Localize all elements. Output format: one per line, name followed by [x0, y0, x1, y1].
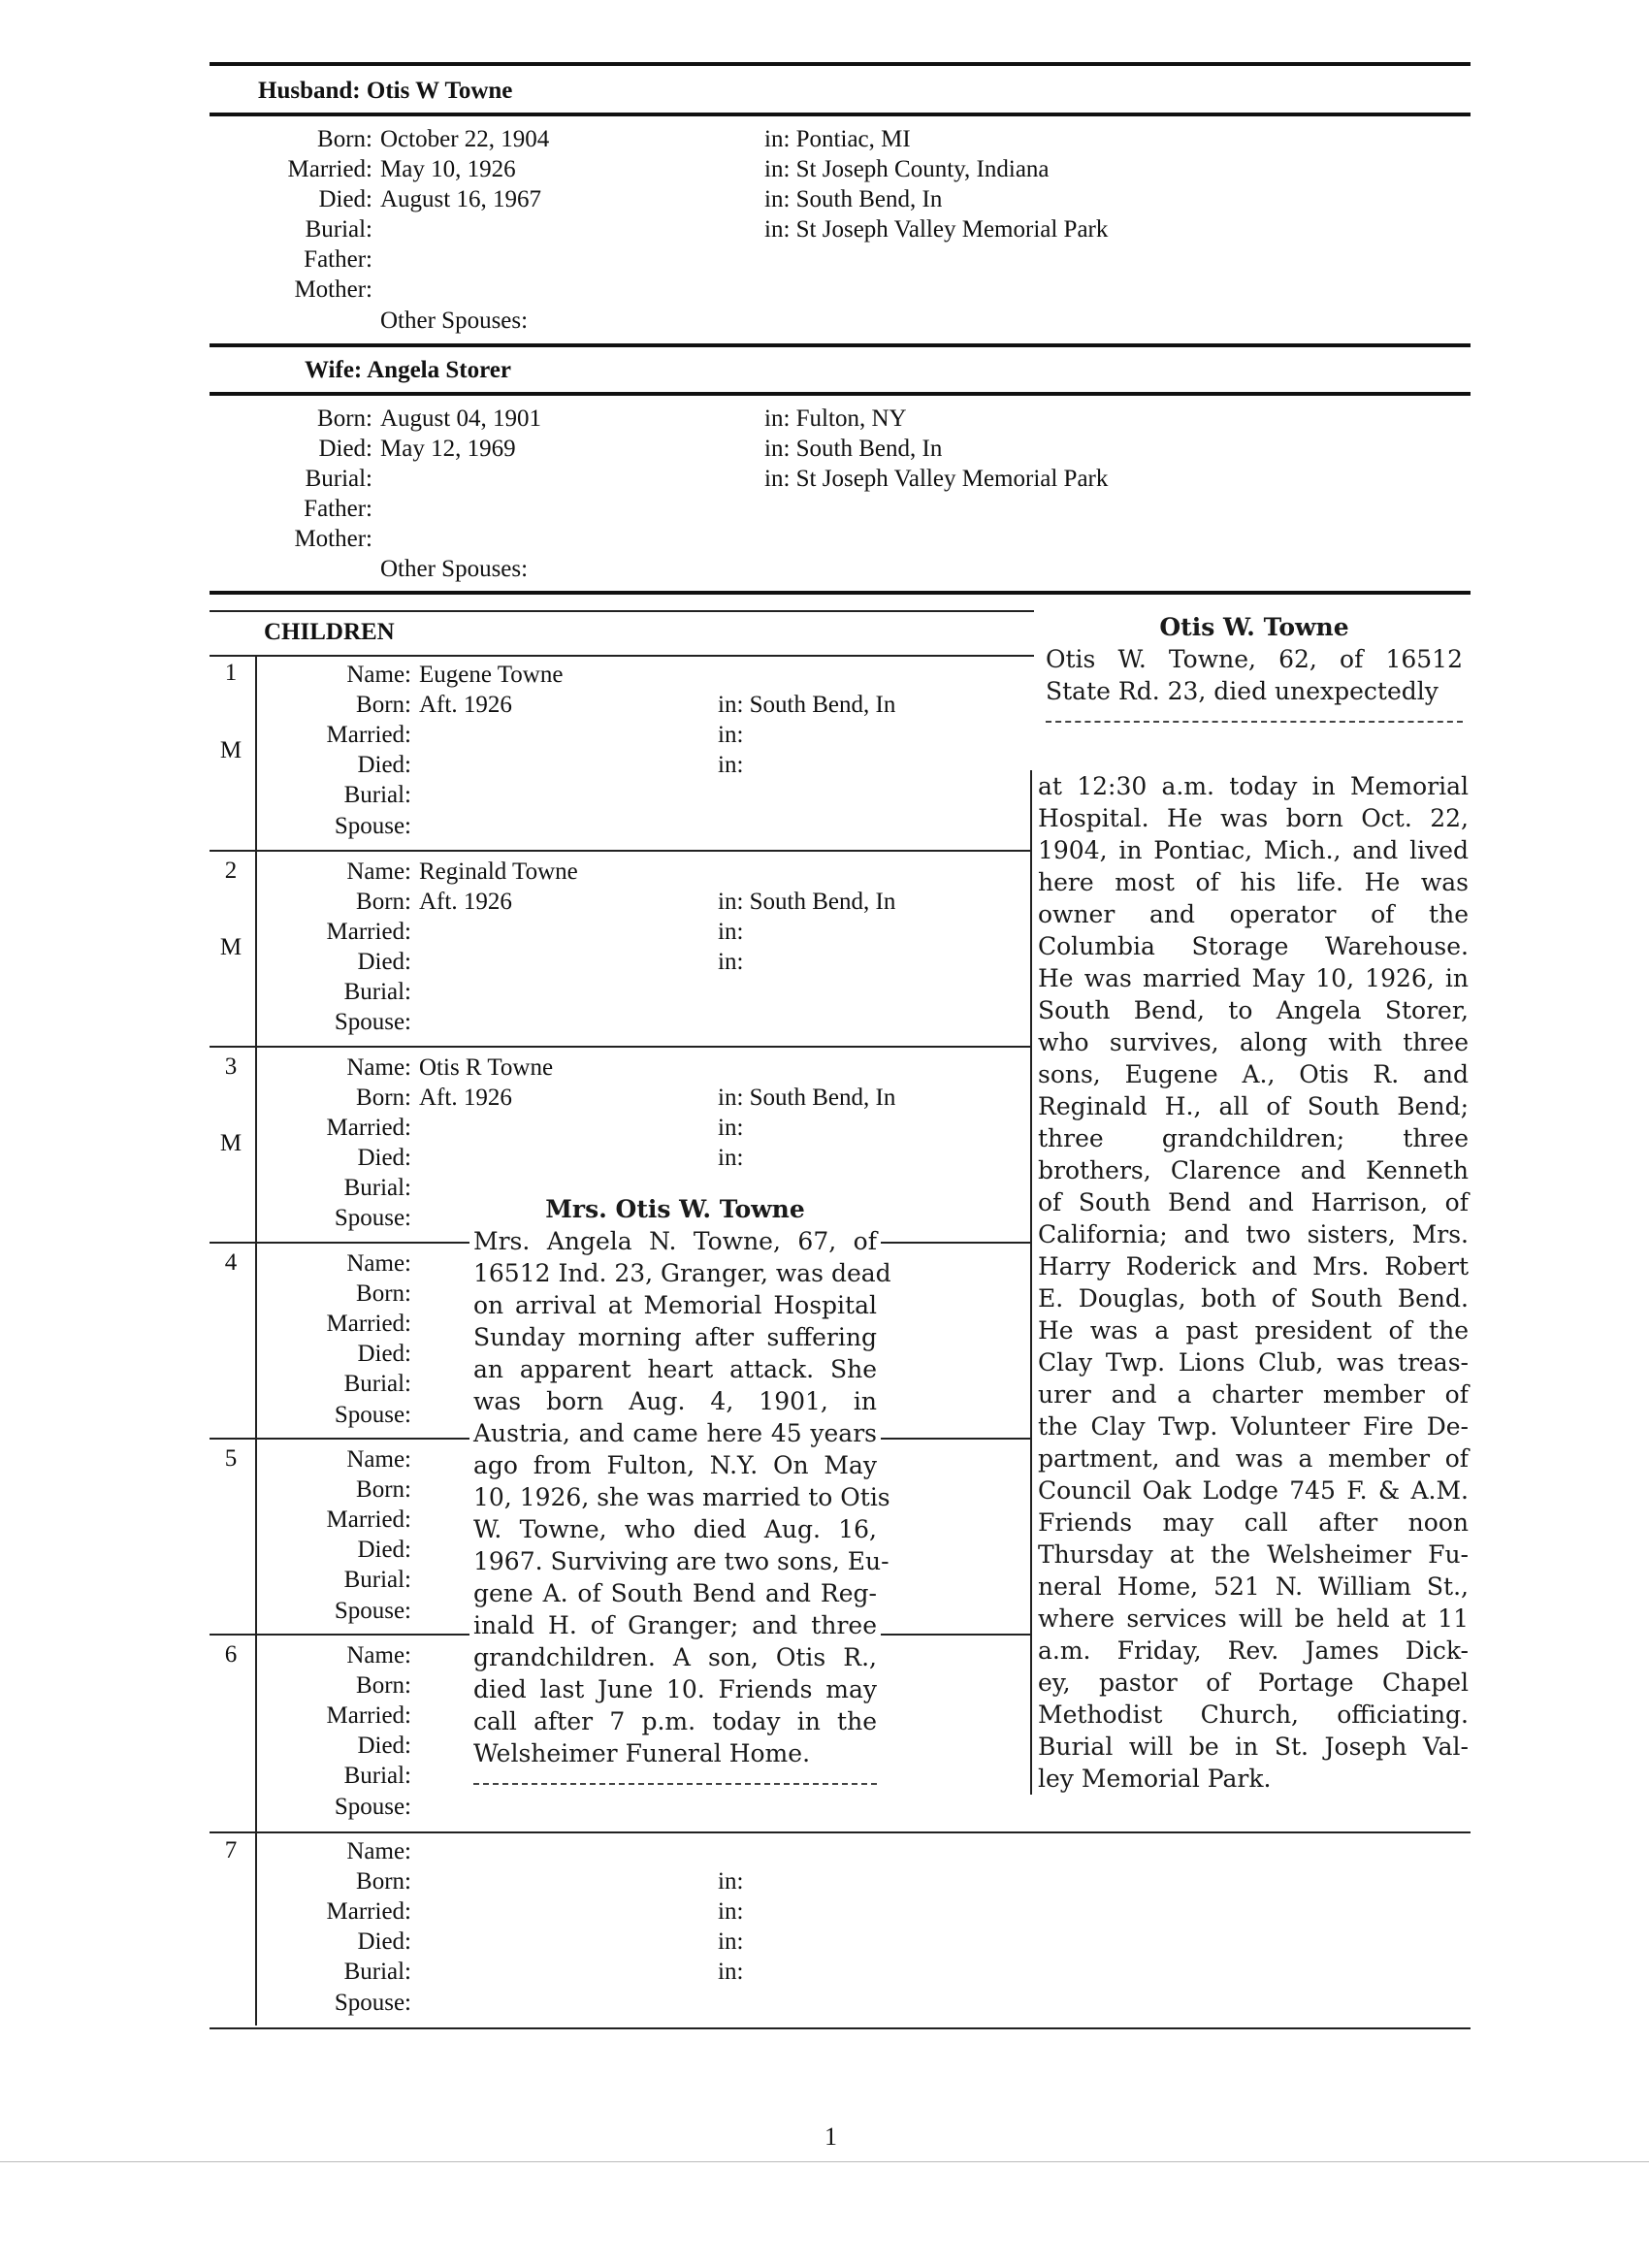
in-label: in: [764, 216, 791, 243]
clipping-line: three grandchildren; three [1038, 1124, 1469, 1152]
divider [210, 1046, 1034, 1048]
child-in: in: South Bend, In [718, 889, 896, 915]
child-label: Died: [357, 752, 411, 778]
clipping-line: Columbia Storage Warehouse. [1038, 932, 1469, 960]
fact-place: St Joseph Valley Memorial Park [795, 216, 1109, 243]
in-label: in: [764, 405, 791, 432]
child-label: Died: [357, 1733, 411, 1759]
child-label: Burial: [343, 979, 411, 1005]
fact-label: Born: [317, 405, 372, 432]
divider [210, 591, 1471, 595]
clipping-line: Reginald H., all of South Bend; [1038, 1092, 1469, 1120]
clipping-line: owner and operator of the [1038, 900, 1469, 928]
clipping-line: an apparent heart attack. She [473, 1355, 877, 1383]
child-label: Born: [356, 889, 411, 915]
clipping-line: a.m. Friday, Rev. James Dick- [1038, 1636, 1469, 1665]
child-in: in: [718, 1145, 744, 1171]
clipping-line: W. Towne, who died Aug. 16, [473, 1515, 877, 1543]
husband-header [258, 78, 512, 105]
fact-label: Died: [318, 186, 372, 212]
fact-label: Burial: [305, 466, 372, 492]
child-label: Spouse: [334, 1794, 411, 1820]
obituary-clipping-otis-body [1030, 770, 1474, 1795]
child-label: Married: [326, 919, 411, 945]
fact-label: Burial: [305, 216, 372, 243]
clipping-line: Otis W. Towne, 62, of 16512 [1046, 645, 1463, 673]
child-label: Spouse: [334, 813, 411, 839]
clipping-line: ey, pastor of Portage Chapel [1038, 1669, 1469, 1697]
fact-label: Born: [317, 126, 372, 152]
divider [210, 655, 1034, 657]
clipping-line: call after 7 p.m. today in the [473, 1707, 877, 1735]
clipping-line: Burial will be in St. Joseph Val- [1038, 1733, 1469, 1761]
child-label: Died: [357, 1145, 411, 1171]
child-label: Married: [326, 722, 411, 748]
children-title: CHILDREN [264, 619, 395, 645]
child-label: Married: [326, 1898, 411, 1925]
child-label: Name: [346, 1250, 411, 1277]
child-number: 1 [224, 660, 238, 686]
clipping-line: Clay Twp. Lions Club, was treas- [1038, 1348, 1469, 1377]
child-label: Spouse: [334, 1598, 411, 1624]
clipping-line: Friends may call after noon [1038, 1508, 1469, 1537]
page-number: 1 [824, 2122, 837, 2151]
in-label: in: [764, 466, 791, 492]
clipping-line: E. Douglas, both of South Bend. [1038, 1284, 1469, 1312]
other-spouses-label: Other Spouses: [380, 556, 529, 582]
clipping-line: partment, and was a member of [1038, 1444, 1469, 1473]
obituary-clipping-angela [469, 1193, 891, 1785]
clipping-line: of South Bend and Harrison, of [1038, 1188, 1469, 1216]
child-label: Burial: [343, 1567, 411, 1593]
clipping-line: Welsheimer Funeral Home. [473, 1739, 811, 1767]
fact-value: May 12, 1969 [380, 436, 516, 462]
child-label: Spouse: [334, 1402, 411, 1428]
fact-place: St Joseph County, Indiana [795, 156, 1050, 182]
child-label: Burial: [343, 1175, 411, 1201]
child-name: Eugene Towne [419, 662, 564, 688]
clipping-edge [473, 1775, 877, 1785]
divider [210, 392, 1471, 396]
child-label: Died: [357, 1928, 411, 1955]
clipping-line: inald H. of Granger; and three [473, 1611, 877, 1639]
in-label: in: [764, 126, 791, 152]
child-in: in: [718, 1115, 744, 1141]
child-in: in: [718, 1959, 744, 1985]
child-number: 5 [224, 1445, 238, 1472]
clipping-line: He was married May 10, 1926, in [1038, 964, 1469, 992]
child-label: Name: [346, 1446, 411, 1473]
child-label: Married: [326, 1115, 411, 1141]
child-label: Born: [356, 692, 411, 718]
in-label: in: [764, 436, 791, 462]
child-label: Name: [346, 1054, 411, 1081]
clipping-line: Council Oak Lodge 745 F. & A.M. [1038, 1476, 1469, 1505]
fact-label: Father: [304, 496, 372, 522]
clipping-line: Sunday morning after suffering [473, 1323, 877, 1351]
divider [210, 343, 1471, 347]
clipping-line: Austria, and came here 45 years [473, 1419, 877, 1447]
child-in: in: [718, 1898, 744, 1925]
divider [210, 2027, 1471, 2029]
child-born: Aft. 1926 [419, 692, 512, 718]
clipping-line: grandchildren. A son, Otis R., [473, 1643, 877, 1671]
child-label: Name: [346, 662, 411, 688]
husband-name: Otis W Towne [366, 78, 513, 104]
wife-name: Angela Storer [367, 357, 511, 383]
child-label: Born: [356, 1672, 411, 1699]
clipping-line: California; and two sisters, Mrs. [1038, 1220, 1469, 1248]
child-born: Aft. 1926 [419, 889, 512, 915]
divider [210, 1831, 1471, 1833]
child-label: Spouse: [334, 1990, 411, 2016]
divider [210, 610, 1034, 612]
clipping-line: Mrs. Angela N. Towne, 67, of [473, 1227, 877, 1255]
child-name: Otis R Towne [419, 1054, 554, 1081]
clipping-line: 16512 Ind. 23, Granger, was dead [473, 1259, 891, 1287]
child-in: in: [718, 722, 744, 748]
clipping-line: He was a past president of the [1038, 1316, 1469, 1345]
fact-value: August 04, 1901 [380, 405, 541, 432]
clipping-line: neral Home, 521 N. William St., [1038, 1572, 1469, 1601]
child-label: Married: [326, 1702, 411, 1729]
in-label: in: [764, 156, 791, 182]
child-number: 2 [224, 858, 238, 884]
clipping-title: Mrs. Otis W. Towne [545, 1195, 805, 1223]
fact-place: Fulton, NY [795, 405, 907, 432]
clipping-line: ley Memorial Park. [1038, 1765, 1272, 1793]
child-label: Burial: [343, 782, 411, 808]
clipping-line: 1967. Surviving are two sons, Eu- [473, 1547, 889, 1575]
husband-header-label: Husband: [258, 78, 361, 104]
clipping-line: South Bend, to Angela Storer, [1038, 996, 1469, 1024]
child-label: Name: [346, 1838, 411, 1864]
clipping-line: brothers, Clarence and Kenneth [1038, 1156, 1469, 1184]
child-sex: M [219, 934, 242, 960]
clipping-line: at 12:30 a.m. today in Memorial [1038, 772, 1469, 800]
clipping-line: gene A. of South Bend and Reg- [473, 1579, 877, 1607]
clipping-title: Otis W. Towne [1159, 613, 1349, 641]
child-label: Spouse: [334, 1205, 411, 1231]
wife-header [305, 357, 511, 384]
clipping-line: who survives, along with three [1038, 1028, 1469, 1056]
fact-label: Mother: [294, 526, 372, 552]
divider [210, 62, 1471, 66]
child-in: in: [718, 1928, 744, 1955]
child-sex: M [219, 737, 242, 763]
child-label: Burial: [343, 1763, 411, 1789]
fact-value: October 22, 1904 [380, 126, 550, 152]
fact-value: May 10, 1926 [380, 156, 516, 182]
clipping-line: on arrival at Memorial Hospital [473, 1291, 877, 1319]
child-in: in: [718, 949, 744, 975]
child-label: Married: [326, 1507, 411, 1533]
clipping-line: Harry Roderick and Mrs. Robert [1038, 1252, 1469, 1280]
clipping-line: 10, 1926, she was married to Otis [473, 1483, 890, 1511]
child-number: 4 [224, 1249, 238, 1276]
clipping-line: died last June 10. Friends may [473, 1675, 877, 1703]
in-label: in: [764, 186, 791, 212]
clipping-line: State Rd. 23, died unexpectedly [1046, 677, 1439, 705]
child-label: Died: [357, 949, 411, 975]
clipping-line: ago from Fulton, N.Y. On May [473, 1451, 877, 1479]
clipping-line: here most of his life. He was [1038, 868, 1469, 896]
divider [210, 850, 1034, 852]
obituary-clipping-otis-header [1040, 611, 1469, 723]
child-label: Born: [356, 1085, 411, 1111]
child-in: in: South Bend, In [718, 1085, 896, 1111]
child-label: Died: [357, 1537, 411, 1563]
fact-place: St Joseph Valley Memorial Park [795, 466, 1109, 492]
child-label: Born: [356, 1476, 411, 1503]
child-number: 6 [224, 1641, 238, 1668]
wife-header-label: Wife: [305, 357, 363, 383]
child-label: Died: [357, 1341, 411, 1367]
fact-label: Died: [318, 436, 372, 462]
child-label: Name: [346, 1642, 411, 1669]
child-in: in: [718, 752, 744, 778]
clipping-line: where services will be held at 11 [1038, 1604, 1469, 1633]
fact-label: Father: [304, 246, 372, 273]
child-in: in: [718, 919, 744, 945]
fact-place: South Bend, In [795, 186, 943, 212]
clipping-edge [1046, 713, 1463, 723]
clipping-line: urer and a charter member of [1038, 1380, 1469, 1409]
divider [210, 113, 1471, 116]
child-born: Aft. 1926 [419, 1085, 512, 1111]
child-in: in: South Bend, In [718, 692, 896, 718]
child-label: Name: [346, 859, 411, 885]
fact-place: Pontiac, MI [795, 126, 911, 152]
child-label: Burial: [343, 1371, 411, 1397]
clipping-line: Methodist Church, officiating. [1038, 1701, 1469, 1729]
fact-label: Married: [287, 156, 372, 182]
child-label: Married: [326, 1311, 411, 1337]
fact-place: South Bend, In [795, 436, 943, 462]
fact-value: August 16, 1967 [380, 186, 541, 212]
child-name: Reginald Towne [419, 859, 578, 885]
clipping-line: 1904, in Pontiac, Mich., and lived [1038, 836, 1469, 864]
child-label: Burial: [343, 1959, 411, 1985]
clipping-line: sons, Eugene A., Otis R. and [1038, 1060, 1469, 1088]
child-in: in: [718, 1868, 744, 1895]
child-label: Born: [356, 1280, 411, 1307]
child-label: Born: [356, 1868, 411, 1895]
clipping-line: Hospital. He was born Oct. 22, [1038, 804, 1469, 832]
child-number: 7 [224, 1837, 238, 1863]
scan-edge [0, 2161, 1649, 2162]
clipping-line: the Clay Twp. Volunteer Fire De- [1038, 1412, 1469, 1441]
clipping-line: Thursday at the Welsheimer Fu- [1038, 1540, 1469, 1569]
child-number: 3 [224, 1053, 238, 1080]
clipping-line: was born Aug. 4, 1901, in [473, 1387, 877, 1415]
child-sex: M [219, 1130, 242, 1156]
child-label: Spouse: [334, 1009, 411, 1035]
other-spouses-label: Other Spouses: [380, 308, 529, 334]
fact-label: Mother: [294, 276, 372, 303]
